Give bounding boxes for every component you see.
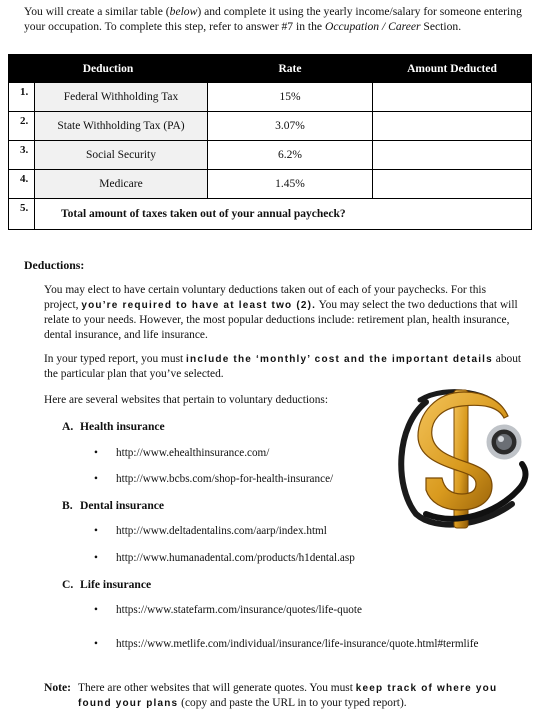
intro-text-1: You will create a similar table (: [24, 5, 170, 18]
list-item: [94, 473, 333, 485]
rate-cell: 3.07%: [208, 112, 373, 141]
deductions-heading: Deductions:: [24, 258, 85, 272]
p1-emphasis: you’re required to have at least two (2).: [81, 300, 317, 311]
p2-text-b: about the particular plan that you’ve selected.: [44, 353, 522, 380]
table-row: [9, 112, 532, 141]
table-header-row: [9, 55, 532, 83]
list-item: [94, 552, 355, 564]
note-text: [78, 681, 528, 711]
rate-cell: 15%: [208, 83, 373, 112]
deduction-cell: Federal Withholding Tax: [35, 83, 208, 112]
table-row: [9, 170, 532, 199]
category-letter: B.: [62, 499, 73, 512]
bullet-icon: •: [94, 473, 98, 485]
website-link[interactable]: https://www.metlife.com/individual/insurance/life-insurance/quote.html#termlife: [116, 638, 479, 650]
list-item: [94, 525, 327, 537]
bullet-icon: •: [94, 604, 98, 616]
row-number: 3.: [9, 141, 35, 170]
intro-text-2: ) and complete it using the yearly income/salary for someone entering your occupation. To complete this step, refer to answer #7 in the: [24, 5, 522, 33]
total-row: [9, 199, 532, 230]
row-number: 4.: [9, 170, 35, 199]
table-row: [9, 83, 532, 112]
deduction-table: [8, 54, 532, 230]
p2-emphasis: include the ‘monthly’ cost and the important details: [186, 354, 493, 365]
row-number: 2.: [9, 112, 35, 141]
category-letter: C.: [62, 578, 74, 591]
amount-cell[interactable]: [373, 112, 532, 141]
rate-cell: 6.2%: [208, 141, 373, 170]
bullet-icon: •: [94, 525, 98, 537]
deduction-cell: State Withholding Tax (PA): [35, 112, 208, 141]
website-link[interactable]: https://www.statefarm.com/insurance/quotes/life-quote: [116, 604, 362, 616]
amount-cell[interactable]: [373, 170, 532, 199]
deduction-cell: Social Security: [35, 141, 208, 170]
header-amount-deducted: Amount Deducted: [373, 55, 532, 83]
total-label: Total amount of taxes taken out of your annual paycheck?: [35, 199, 532, 230]
category-title: Life insurance: [80, 578, 152, 591]
deductions-paragraph-1: [44, 283, 522, 343]
website-link[interactable]: http://www.bcbs.com/shop-for-health-insurance/: [116, 473, 334, 485]
p2-text-a: In your typed report, you must: [44, 353, 187, 365]
category-life: [62, 578, 151, 591]
category-dental: [62, 499, 164, 512]
note-text-b: (copy and paste the URL in to your typed report).: [178, 697, 407, 709]
p1-text-a: You may elect to have certain voluntary deductions taken out of each of your paychecks. For this project,: [44, 284, 487, 311]
intro-section-ref: Occupation / Career: [324, 20, 421, 33]
list-item: [94, 638, 478, 650]
bullet-icon: •: [94, 638, 98, 650]
rate-cell: 1.45%: [208, 170, 373, 199]
deduction-cell: Medicare: [35, 170, 208, 199]
table-row: [9, 141, 532, 170]
website-link[interactable]: http://www.ehealthinsurance.com/: [116, 447, 270, 459]
note-emphasis: keep track of where you found your plans: [78, 683, 498, 709]
header-rate: Rate: [208, 55, 373, 83]
p1-text-b: You may select the two deductions that will relate to your needs. However, the most popular deductions include: retirement plan, health insurance, dental insurance, and life insurance.: [44, 299, 518, 341]
row-number: 5.: [9, 199, 35, 230]
website-link[interactable]: http://www.humanadental.com/products/h1dental.asp: [116, 552, 355, 564]
intro-below: below: [169, 5, 198, 18]
category-health: [62, 420, 165, 433]
note-label: Note:: [44, 681, 72, 694]
list-item: [94, 604, 362, 616]
category-title: Health insurance: [80, 420, 165, 433]
bullet-icon: •: [94, 552, 98, 564]
header-deduction: Deduction: [9, 55, 208, 83]
category-letter: A.: [62, 420, 74, 433]
note-text-a: There are other websites that will generate quotes. You must: [78, 682, 356, 694]
deductions-paragraph-2: [44, 352, 522, 382]
list-item: [94, 447, 269, 459]
row-number: 1.: [9, 83, 35, 112]
dollar-stethoscope-icon: [386, 386, 534, 532]
bullet-icon: •: [94, 447, 98, 459]
intro-paragraph: [24, 4, 530, 34]
deductions-paragraph-3: Here are several websites that pertain to voluntary deductions:: [44, 394, 329, 406]
category-title: Dental insurance: [80, 499, 165, 512]
website-link[interactable]: http://www.deltadentalins.com/aarp/index.html: [116, 525, 327, 537]
intro-text-3: Section.: [420, 20, 462, 33]
amount-cell[interactable]: [373, 141, 532, 170]
amount-cell[interactable]: [373, 83, 532, 112]
